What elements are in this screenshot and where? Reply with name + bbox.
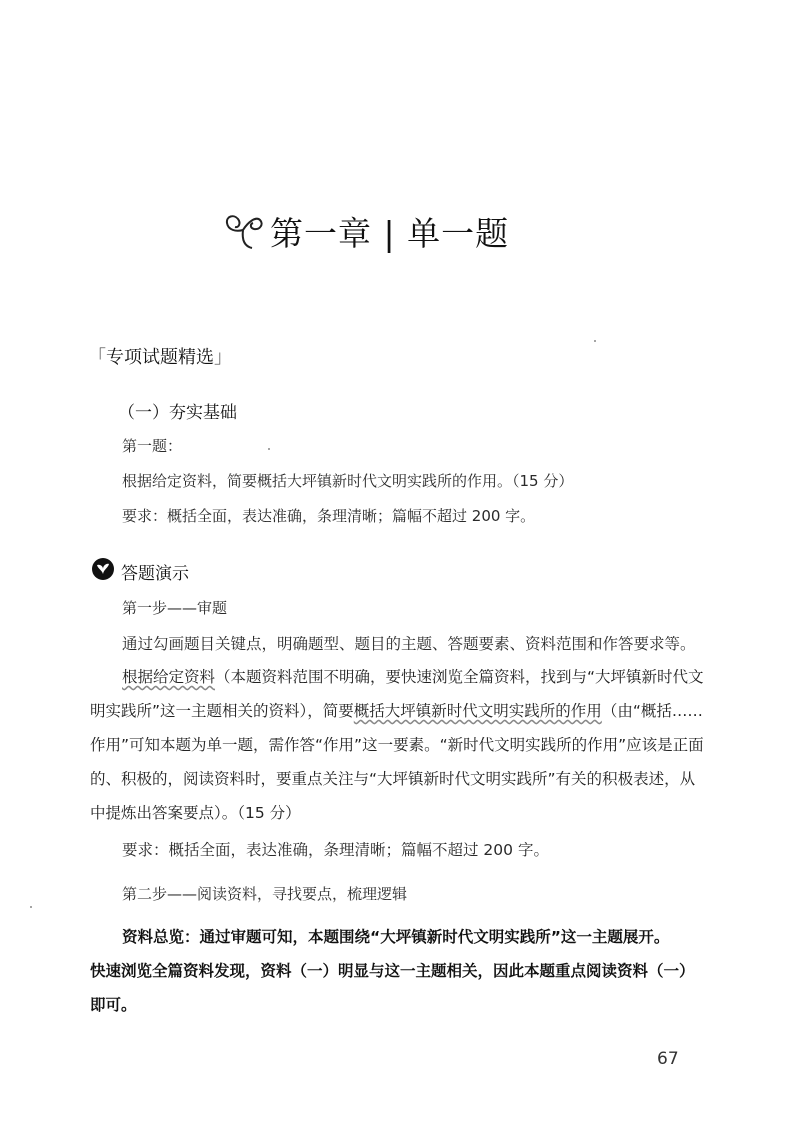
step2-title: 第二步——阅读资料，寻找要点，梳理逻辑 (122, 885, 408, 903)
analysis-underline-2: 概括大坪镇新时代文明实践所的作用 (353, 702, 602, 720)
step1-intro: 通过勾画题目关键点，明确题型、题目的主题、答题要素、资料范围和作答要求等。 (122, 635, 696, 653)
step2-line-3: 即可。 (90, 996, 137, 1014)
sprout-icon (222, 210, 266, 254)
step2-line-1: 资料总览：通过审题可知，本题围绕“大坪镇新时代文明实践所”这一主题展开。 (122, 928, 670, 946)
chapter-title: 第一章 | 单一题 (270, 214, 510, 253)
step1-title: 第一步——审题 (122, 599, 228, 617)
analysis-text-1: （本题资料范围不明确，要快速浏览全篇资料，找到与“大坪镇新时代文明实践所”这一主题相关的资料），简要 (90, 668, 704, 720)
analysis-underline-1: 根据给定资料 (122, 668, 216, 686)
demo-title: 答题演示 (121, 563, 189, 584)
section-bracket-close: 」 (214, 347, 232, 368)
chapter-heading (222, 208, 509, 255)
section-title-text: 专项试题精选 (106, 347, 214, 368)
section-title (88, 343, 232, 369)
scan-speck (268, 448, 270, 450)
question-label: 第一题： (122, 437, 183, 455)
step2-line-2: 快速浏览全篇资料发现，资料（一）明显与这一主题相关，因此本题重点阅读资料（一） (90, 962, 695, 980)
scan-speck (594, 340, 596, 342)
demo-heading (91, 557, 189, 585)
step1-requirement: 要求：概括全面，表达准确，条理清晰；篇幅不超过 200 字。 (122, 841, 549, 859)
section-bracket-open: 「 (88, 347, 106, 368)
question-prompt: 根据给定资料，简要概括大坪镇新时代文明实践所的作用。（15 分） (122, 472, 574, 490)
analysis-text-2: （由“概括……作用”可知本题为单一题，需作答“作用”这一要素。“新时代文明实践所的作用”应该是正面的、积极的，阅读资料时，要重点关注与“大坪镇新时代文明实践所”有关的积极表述，从中提炼出答案要点）。（15 分） (90, 702, 704, 822)
leaf-badge-icon (91, 557, 115, 585)
question-requirement: 要求：概括全面，表达准确，条理清晰；篇幅不超过 200 字。 (122, 507, 536, 525)
step1-analysis (90, 660, 710, 830)
subsection-title: （一）夯实基础 (118, 403, 237, 423)
scan-speck (30, 906, 32, 908)
page-number: 67 (657, 1049, 679, 1069)
